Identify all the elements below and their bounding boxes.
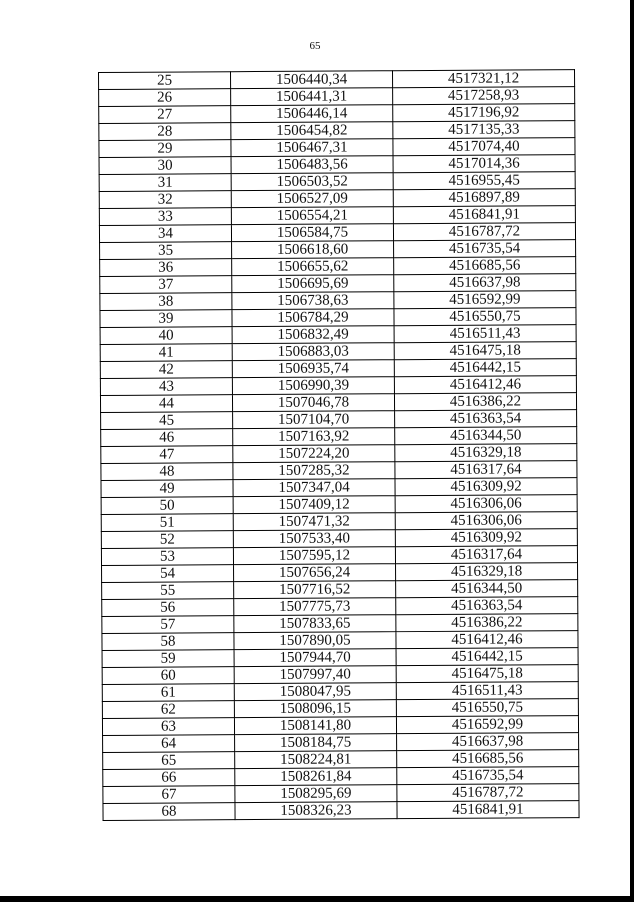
y-coordinate-cell: 4516412,46 xyxy=(396,631,578,649)
x-coordinate-cell: 1506655,62 xyxy=(232,258,394,276)
table-row xyxy=(103,750,579,770)
x-coordinate-cell: 1507890,05 xyxy=(234,632,396,650)
point-number-cell: 39 xyxy=(100,310,232,328)
point-number-cell: 36 xyxy=(100,259,232,277)
table-row xyxy=(99,223,575,243)
point-number-cell: 65 xyxy=(103,752,235,770)
table-row xyxy=(99,121,575,141)
x-coordinate-cell: 1507997,40 xyxy=(234,666,396,684)
y-coordinate-cell: 4517074,40 xyxy=(393,138,575,156)
y-coordinate-cell: 4516317,64 xyxy=(395,461,577,479)
x-coordinate-cell: 1507944,70 xyxy=(234,649,396,667)
point-number-cell: 29 xyxy=(99,140,231,158)
y-coordinate-cell: 4516685,56 xyxy=(397,750,579,768)
table-row xyxy=(100,376,576,396)
table-row xyxy=(103,767,579,787)
y-coordinate-cell: 4516442,15 xyxy=(394,359,576,377)
point-number-cell: 62 xyxy=(102,701,234,719)
point-number-cell: 38 xyxy=(100,293,232,311)
table-row xyxy=(101,546,577,566)
point-number-cell: 37 xyxy=(100,276,232,294)
point-number-cell: 53 xyxy=(101,548,233,566)
table-row xyxy=(99,87,575,107)
x-coordinate-cell: 1508261,84 xyxy=(235,768,397,786)
y-coordinate-cell: 4516511,43 xyxy=(394,325,576,343)
point-number-cell: 31 xyxy=(99,174,231,192)
table-row xyxy=(101,478,577,498)
table-row xyxy=(100,308,576,328)
y-coordinate-cell: 4516309,92 xyxy=(395,478,577,496)
x-coordinate-cell: 1506446,14 xyxy=(231,105,393,123)
x-coordinate-cell: 1506935,74 xyxy=(232,360,394,378)
x-coordinate-cell: 1506883,03 xyxy=(232,343,394,361)
x-coordinate-cell: 1506467,31 xyxy=(231,139,393,157)
point-number-cell: 40 xyxy=(100,327,232,345)
point-number-cell: 26 xyxy=(99,89,231,107)
point-number-cell: 56 xyxy=(102,599,234,617)
x-coordinate-cell: 1507347,04 xyxy=(233,479,395,497)
point-number-cell: 46 xyxy=(101,429,233,447)
table-row xyxy=(101,461,577,481)
y-coordinate-cell: 4516592,99 xyxy=(396,716,578,734)
point-number-cell: 64 xyxy=(103,735,235,753)
y-coordinate-cell: 4516317,64 xyxy=(395,546,577,564)
y-coordinate-cell: 4516329,18 xyxy=(395,444,577,462)
x-coordinate-cell: 1507046,78 xyxy=(232,394,394,412)
page-number: 65 xyxy=(309,40,321,52)
point-number-cell: 58 xyxy=(102,633,234,651)
y-coordinate-cell: 4516386,22 xyxy=(396,614,578,632)
coordinates-table xyxy=(98,69,580,821)
point-number-cell: 59 xyxy=(102,650,234,668)
y-coordinate-cell: 4516787,72 xyxy=(393,223,575,241)
x-coordinate-cell: 1507775,73 xyxy=(234,598,396,616)
table-row xyxy=(103,733,579,753)
y-coordinate-cell: 4517135,33 xyxy=(393,121,575,139)
coordinates-table-wrapper xyxy=(98,69,579,821)
x-coordinate-cell: 1507833,65 xyxy=(234,615,396,633)
point-number-cell: 41 xyxy=(100,344,232,362)
y-coordinate-cell: 4516442,15 xyxy=(396,648,578,666)
point-number-cell: 67 xyxy=(103,786,235,804)
table-row xyxy=(102,563,578,583)
point-number-cell: 52 xyxy=(101,531,233,549)
table-row xyxy=(101,427,577,447)
y-coordinate-cell: 4516329,18 xyxy=(396,563,578,581)
point-number-cell: 61 xyxy=(102,684,234,702)
x-coordinate-cell: 1507533,40 xyxy=(233,530,395,548)
table-row xyxy=(99,138,575,158)
x-coordinate-cell: 1506584,75 xyxy=(231,224,393,242)
table-row xyxy=(100,274,576,294)
y-coordinate-cell: 4517014,36 xyxy=(393,155,575,173)
table-row xyxy=(100,342,576,362)
table-row xyxy=(103,801,579,821)
point-number-cell: 32 xyxy=(99,191,231,209)
x-coordinate-cell: 1507656,24 xyxy=(234,564,396,582)
table-row xyxy=(99,172,575,192)
x-coordinate-cell: 1507595,12 xyxy=(233,547,395,565)
x-coordinate-cell: 1508141,80 xyxy=(234,717,396,735)
point-number-cell: 47 xyxy=(101,446,233,464)
y-coordinate-cell: 4516344,50 xyxy=(395,427,577,445)
table-row xyxy=(102,682,578,702)
x-coordinate-cell: 1506440,34 xyxy=(231,71,393,89)
y-coordinate-cell: 4516550,75 xyxy=(396,699,578,717)
point-number-cell: 30 xyxy=(99,157,231,175)
point-number-cell: 68 xyxy=(103,803,235,821)
x-coordinate-cell: 1506738,63 xyxy=(232,292,394,310)
y-coordinate-cell: 4517258,93 xyxy=(393,87,575,105)
y-coordinate-cell: 4516386,22 xyxy=(394,393,576,411)
point-number-cell: 55 xyxy=(102,582,234,600)
point-number-cell: 35 xyxy=(100,242,232,260)
table-row xyxy=(101,444,577,464)
x-coordinate-cell: 1508326,23 xyxy=(235,802,397,820)
y-coordinate-cell: 4516787,72 xyxy=(397,784,579,802)
point-number-cell: 57 xyxy=(102,616,234,634)
x-coordinate-cell: 1507163,92 xyxy=(233,428,395,446)
y-coordinate-cell: 4516897,89 xyxy=(393,189,575,207)
x-coordinate-cell: 1506832,49 xyxy=(232,326,394,344)
x-coordinate-cell: 1508184,75 xyxy=(235,734,397,752)
table-row xyxy=(101,529,577,549)
y-coordinate-cell: 4517196,92 xyxy=(393,104,575,122)
y-coordinate-cell: 4516475,18 xyxy=(396,665,578,683)
x-coordinate-cell: 1508224,81 xyxy=(235,751,397,769)
table-row xyxy=(100,291,576,311)
y-coordinate-cell: 4516735,54 xyxy=(397,767,579,785)
table-row xyxy=(100,325,576,345)
y-coordinate-cell: 4516637,98 xyxy=(394,274,576,292)
point-number-cell: 49 xyxy=(101,480,233,498)
y-coordinate-cell: 4516511,43 xyxy=(396,682,578,700)
y-coordinate-cell: 4516550,75 xyxy=(394,308,576,326)
x-coordinate-cell: 1506503,52 xyxy=(231,173,393,191)
point-number-cell: 25 xyxy=(99,72,231,90)
table-row xyxy=(102,631,578,651)
table-row xyxy=(102,648,578,668)
coordinates-table-body xyxy=(99,70,580,821)
table-row xyxy=(103,784,579,804)
x-coordinate-cell: 1507409,12 xyxy=(233,496,395,514)
table-row xyxy=(100,240,576,260)
point-number-cell: 66 xyxy=(103,769,235,787)
point-number-cell: 27 xyxy=(99,106,231,124)
point-number-cell: 54 xyxy=(102,565,234,583)
table-row xyxy=(99,189,575,209)
x-coordinate-cell: 1508096,15 xyxy=(234,700,396,718)
table-row xyxy=(99,104,575,124)
point-number-cell: 42 xyxy=(100,361,232,379)
point-number-cell: 45 xyxy=(101,412,233,430)
y-coordinate-cell: 4516592,99 xyxy=(394,291,576,309)
y-coordinate-cell: 4516306,06 xyxy=(395,512,577,530)
table-row xyxy=(99,155,575,175)
x-coordinate-cell: 1508295,69 xyxy=(235,785,397,803)
point-number-cell: 60 xyxy=(102,667,234,685)
x-coordinate-cell: 1506618,60 xyxy=(232,241,394,259)
y-coordinate-cell: 4516735,54 xyxy=(394,240,576,258)
y-coordinate-cell: 4516363,54 xyxy=(395,410,577,428)
table-row xyxy=(102,580,578,600)
table-row xyxy=(102,665,578,685)
table-row xyxy=(102,597,578,617)
x-coordinate-cell: 1506454,82 xyxy=(231,122,393,140)
table-row xyxy=(102,699,578,719)
y-coordinate-cell: 4516344,50 xyxy=(396,580,578,598)
x-coordinate-cell: 1506483,56 xyxy=(231,156,393,174)
point-number-cell: 33 xyxy=(99,208,231,226)
x-coordinate-cell: 1506527,09 xyxy=(231,190,393,208)
table-row xyxy=(102,716,578,736)
table-row xyxy=(100,359,576,379)
x-coordinate-cell: 1506784,29 xyxy=(232,309,394,327)
y-coordinate-cell: 4516412,46 xyxy=(394,376,576,394)
y-coordinate-cell: 4516841,91 xyxy=(397,801,579,819)
x-coordinate-cell: 1507285,32 xyxy=(233,462,395,480)
x-coordinate-cell: 1508047,95 xyxy=(234,683,396,701)
x-coordinate-cell: 1507716,52 xyxy=(234,581,396,599)
table-row xyxy=(102,614,578,634)
x-coordinate-cell: 1507104,70 xyxy=(233,411,395,429)
y-coordinate-cell: 4516685,56 xyxy=(394,257,576,275)
y-coordinate-cell: 4516306,06 xyxy=(395,495,577,513)
point-number-cell: 43 xyxy=(100,378,232,396)
point-number-cell: 34 xyxy=(99,225,231,243)
table-row xyxy=(101,512,577,532)
y-coordinate-cell: 4517321,12 xyxy=(392,70,574,88)
x-coordinate-cell: 1506990,39 xyxy=(232,377,394,395)
y-coordinate-cell: 4516309,92 xyxy=(395,529,577,547)
y-coordinate-cell: 4516475,18 xyxy=(394,342,576,360)
table-row xyxy=(100,393,576,413)
table-row xyxy=(101,495,577,515)
x-coordinate-cell: 1507471,32 xyxy=(233,513,395,531)
point-number-cell: 48 xyxy=(101,463,233,481)
table-row xyxy=(100,257,576,277)
x-coordinate-cell: 1506695,69 xyxy=(232,275,394,293)
y-coordinate-cell: 4516955,45 xyxy=(393,172,575,190)
point-number-cell: 50 xyxy=(101,497,233,515)
x-coordinate-cell: 1506554,21 xyxy=(231,207,393,225)
table-row xyxy=(99,70,575,90)
y-coordinate-cell: 4516637,98 xyxy=(397,733,579,751)
point-number-cell: 63 xyxy=(102,718,234,736)
table-row xyxy=(101,410,577,430)
y-coordinate-cell: 4516841,91 xyxy=(393,206,575,224)
x-coordinate-cell: 1506441,31 xyxy=(231,88,393,106)
x-coordinate-cell: 1507224,20 xyxy=(233,445,395,463)
y-coordinate-cell: 4516363,54 xyxy=(396,597,578,615)
point-number-cell: 44 xyxy=(100,395,232,413)
table-row xyxy=(99,206,575,226)
point-number-cell: 28 xyxy=(99,123,231,141)
point-number-cell: 51 xyxy=(101,514,233,532)
